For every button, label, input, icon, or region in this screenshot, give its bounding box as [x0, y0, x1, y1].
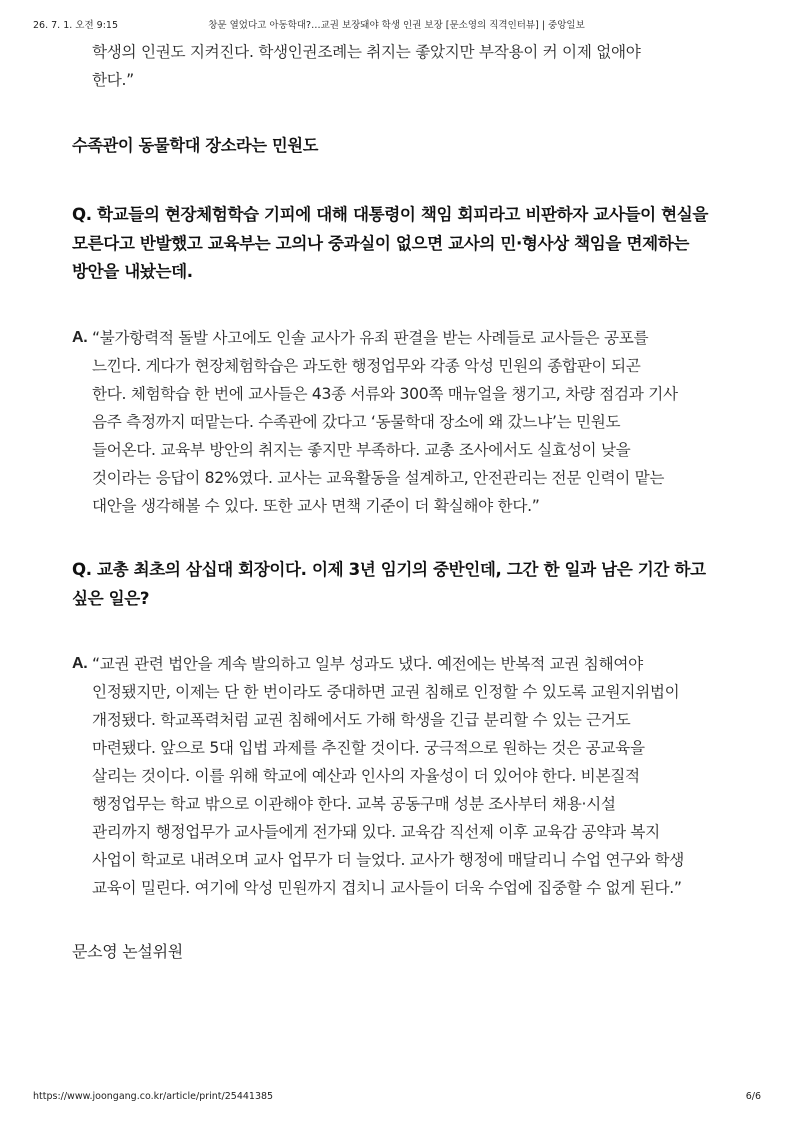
answer-line: 교육이 밀린다. 여기에 악성 민원까지 겹치니 교사들이 더욱 수업에 집중할 수 없게 된다.” — [92, 879, 682, 897]
question-line: Q. 학교들의 현장체험학습 기피에 대해 대통령이 책임 회피라고 비판하자 교사들이 현실을 — [72, 205, 709, 224]
answer-line: 음주 측정까지 떠맡는다. 수족관에 갔다고 ‘동물학대 장소에 왜 갔느냐’는 민원도 — [92, 413, 621, 431]
answer-line: 사업이 학교로 내려오며 교사 업무가 더 늘었다. 교사가 행정에 매달리니 수업 연구와 학생 — [92, 851, 685, 869]
answer-line: 개정됐다. 학교폭력처럼 교권 침해에서도 가해 학생을 긴급 분리할 수 있는 근거도 — [92, 711, 631, 729]
answer-label: A. — [72, 655, 88, 672]
page-number: 6/6 — [745, 1091, 761, 1102]
question-line: 방안을 내놨는데. — [72, 262, 193, 281]
answer-1 — [72, 324, 678, 520]
answer-continued — [72, 38, 641, 94]
answer-line: 대안을 생각해볼 수 있다. 또한 교사 면책 기준이 더 확실해야 한다.” — [92, 497, 540, 515]
answer-line: 들어온다. 교육부 방안의 취지는 좋지만 부족하다. 교총 조사에서도 실효성이 낮을 — [92, 441, 631, 459]
question-line: Q. 교총 최초의 삼십대 회장이다. 이제 3년 임기의 중반인데, 그간 한 일과 남은 기간 하고 — [72, 560, 706, 579]
answer-line: 느낀다. 게다가 현장체험학습은 과도한 행정업무와 각종 악성 민원의 종합판이 되곤 — [92, 357, 641, 375]
author-byline: 문소영 논설위원 — [72, 942, 183, 961]
question-1 — [72, 201, 708, 287]
question-line: 싶은 일은? — [72, 588, 150, 608]
answer-2 — [72, 650, 684, 902]
answer-line: 것이라는 응답이 82%였다. 교사는 교육활동을 설계하고, 안전관리는 전문 인력이 맡는 — [92, 469, 665, 487]
answer-line: 마련됐다. 앞으로 5대 입법 과제를 추진할 것이다. 궁극적으로 원하는 것은 공교육을 — [92, 739, 645, 757]
answer-line: 인정됐지만, 이제는 단 한 번이라도 중대하면 교권 침해로 인정할 수 있도록 교원지위법이 — [92, 683, 680, 701]
answer-line: “불가항력적 돌발 사고에도 인솔 교사가 유죄 판결을 받는 사례들로 교사들은 공포를 — [92, 329, 649, 347]
answer-line: 한다. 체험학습 한 번에 교사들은 43종 서류와 300쪽 매뉴얼을 챙기고, 차량 점검과 기사 — [92, 385, 678, 403]
print-header — [0, 17, 793, 31]
question-2 — [72, 556, 706, 613]
question-line: 모른다고 반발했고 교육부는 고의나 중과실이 없으면 교사의 민·형사상 책임을 면제하는 — [72, 233, 689, 253]
answer-line: 관리까지 행정업무가 교사들에게 전가돼 있다. 교육감 직선제 이후 교육감 공약과 복지 — [92, 823, 660, 841]
answer-line: 살리는 것이다. 이를 위해 학교에 예산과 인사의 자율성이 더 있어야 한다. 비본질적 — [92, 767, 640, 785]
print-page-title: 창문 열었다고 아동학대?…교권 보장돼야 학생 인권 보장 [문소영의 직격인터뷰] | 중앙일보 — [208, 20, 585, 31]
print-date: 26. 7. 1. 오전 9:15 — [33, 20, 119, 31]
answer-line: 학생의 인권도 지켜진다. 학생인권조례는 취지는 좋았지만 부작용이 커 이제 없애야 — [92, 43, 641, 61]
answer-label: A. — [72, 329, 88, 346]
answer-line: 한다.” — [92, 71, 134, 89]
print-url: https://www.joongang.co.kr/article/print/25441385 — [33, 1091, 274, 1102]
article-subheading: 수족관이 동물학대 장소라는 민원도 — [72, 136, 319, 155]
answer-line: 행정업무는 학교 밖으로 이관해야 한다. 교복 공동구매 성분 조사부터 채용·시설 — [92, 795, 616, 813]
answer-line: “교권 관련 법안을 계속 발의하고 일부 성과도 냈다. 예전에는 반복적 교권 침해여야 — [92, 655, 643, 673]
